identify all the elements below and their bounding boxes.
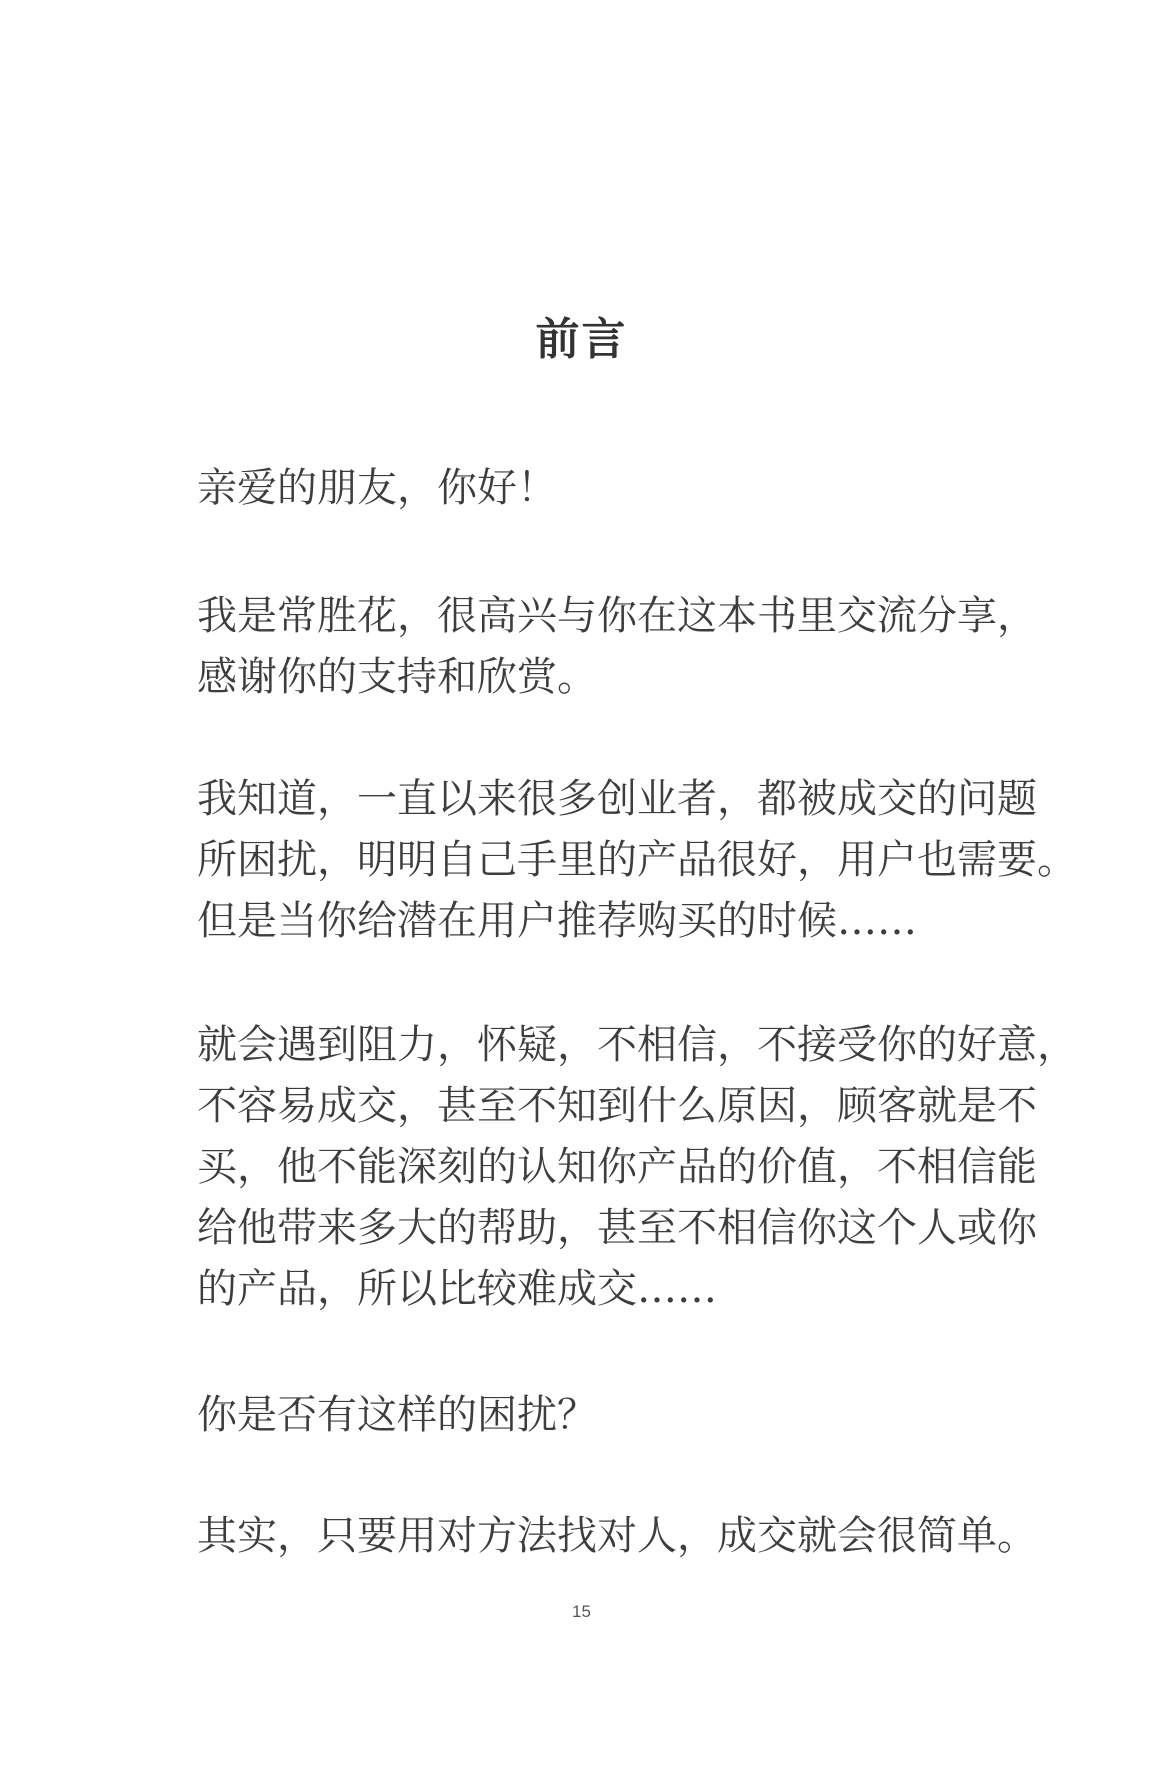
text-line: 就会遇到阻力，怀疑，不相信，不接受你的好意， — [197, 1022, 1077, 1068]
paragraph-question — [197, 1385, 1017, 1446]
text-line: 我是常胜花，很高兴与你在这本书里交流分享， — [197, 593, 1037, 639]
text-line: 给他带来多大的帮助，甚至不相信你这个人或你 — [197, 1205, 1037, 1251]
paragraph-resistance — [197, 1015, 1077, 1320]
text-line: 我知道，一直以来很多创业者，都被成交的问题 — [197, 776, 1037, 822]
paragraph-conclusion — [197, 1506, 1037, 1567]
text-line: 的产品，所以比较难成交…… — [197, 1266, 717, 1312]
paragraph-introduction — [197, 586, 1037, 708]
text-line: 感谢你的支持和欣赏。 — [197, 654, 597, 700]
paragraph-greeting — [197, 458, 1017, 519]
text-line: 买，他不能深刻的认知你产品的价值，不相信能 — [197, 1144, 1037, 1190]
text-line: 不容易成交，甚至不知到什么原因，顾客就是不 — [197, 1083, 1037, 1129]
paragraph-problem — [197, 769, 1077, 952]
text-line: 亲爱的朋友，你好！ — [197, 465, 557, 511]
page-number: 15 — [572, 1602, 591, 1621]
text-line: 你是否有这样的困扰？ — [197, 1392, 597, 1438]
text-line: 但是当你给潜在用户推荐购买的时候…… — [197, 898, 917, 944]
text-line: 其实，只要用对方法找对人，成交就会很简单。 — [197, 1513, 1037, 1559]
chapter-title: 前言 — [535, 314, 628, 365]
text-line: 所困扰，明明自己手里的产品很好，用户也需要。 — [197, 837, 1077, 883]
